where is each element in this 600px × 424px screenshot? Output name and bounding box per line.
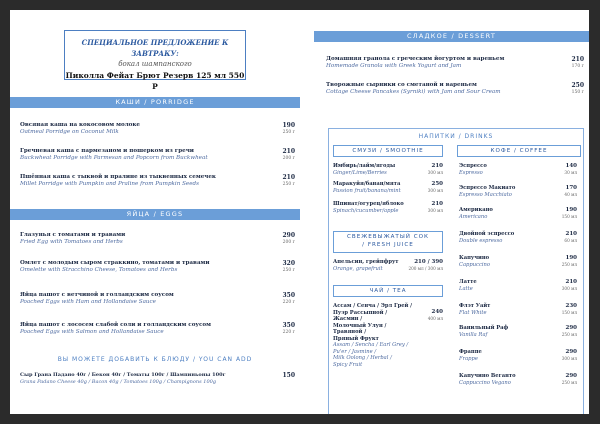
drink-price: 210 300 мл [427, 201, 443, 213]
drink-price: 210 300 мл [561, 279, 577, 291]
drinks-header: НАПИТКИ / DRINKS [418, 133, 494, 140]
menu-item: Домашняя гранола с греческим йогуртом и вареньем Homemade Granola with Greek Yogurt and Jam [326, 56, 505, 69]
porridge-header: КАШИ / PORRIDGE [10, 97, 300, 108]
coffee-header: КОФЕ / COFFEE [457, 145, 581, 157]
addons-header: ВЫ МОЖЕТЕ ДОБАВИТЬ К БЛЮДУ / YOU CAN ADD [57, 356, 253, 363]
drink-price: 210 60 мл [564, 231, 577, 243]
item-price: 210 250 г [282, 174, 295, 187]
promo-box [64, 30, 246, 91]
drink-item: Флэт Уайт Flat White [459, 303, 491, 316]
drink-price: 210 300 мл [427, 163, 443, 175]
drink-price: 190 150 мл [561, 207, 577, 219]
drink-item: Ванильный Раф Vanilla Raf [459, 325, 509, 338]
tea-list: Ассам / Сенча / Эрл Грей / Пуэр Рассыпной / Жасмин / Молочный Улун / Травяной / Пряный Фрукт Assam / Sencha / Earl Grey / Pu'er / Jasmine / Milk Oolong / Herbal / Spicy Fruit [333, 303, 413, 368]
item-price: 210 170 г [571, 56, 584, 69]
drink-item: Капучино Веганто Cappuccino Vegano [459, 373, 516, 386]
drink-price: 210 / 390 200 мл / 300 мл [408, 259, 443, 271]
drink-price: 290 300 мл [561, 349, 577, 361]
drink-price: 250 300 мл [427, 181, 443, 193]
drink-item: Эспрессо Espresso [459, 163, 487, 176]
menu-item: Яйца пашот с ветчиной и голландским соусом Poached Eggs with Ham and Hollandaise Sauce [20, 292, 174, 305]
drink-item: Латте Latte [459, 279, 477, 292]
addons-price: 150 [282, 372, 295, 379]
item-price: 290 200 г [282, 232, 295, 245]
item-price: 210 200 г [282, 148, 295, 161]
drink-price: 290 250 мл [561, 325, 577, 337]
menu-page [10, 10, 589, 414]
addons-item: Сыр Грана Падано 40г / Бекон 40г / Томаты 100г / Шампиньоны 100г Grana Padano Cheese 40g / Bacon 40g / Tomatoes 100g / Champignons 100g [20, 372, 226, 385]
menu-item: Омлет с молодым сыром страккино, томатами и травами Omelette with Stracchino Cheese, Tomatoes and Herbs [20, 260, 210, 273]
drink-price: 140 30 мл [564, 163, 577, 175]
item-price: 190 250 г [282, 122, 295, 135]
promo-offer: Пиколла Фейат Брют Резерв 125 мл 550 Р [65, 71, 245, 91]
menu-item: Овсяная каша на кокосовом молоке Oatmeal Porridge on Coconut Milk [20, 122, 140, 135]
juice-header: СВЕЖЕВЫЖАТЫЙ СОК / FRESH JUICE [333, 231, 443, 253]
drink-item: Имбирь/лайм/ягоды Ginger/Lime/Berries [333, 163, 396, 176]
drink-item: Апельсин, грейпфрут Orange, grapefruit [333, 259, 399, 272]
item-price: 350 220 г [282, 322, 295, 335]
tea-price: 240 400 мл [427, 309, 443, 321]
drink-item: Шпинат/огурец/яблоко Spinach/cucumber/apple [333, 201, 404, 214]
drink-item: Эспрессо Макиато Espresso Macchiato [459, 185, 516, 198]
drink-price: 290 250 мл [561, 373, 577, 385]
drinks-frame [328, 128, 584, 414]
drink-price: 230 150 мл [561, 303, 577, 315]
drink-item: Капучино Cappuccino [459, 255, 490, 268]
menu-item: Яйца пашот с лососем слабой соли и голландским соусом Poached Eggs with Salmon and Hollandaise Sauce [20, 322, 212, 335]
drink-item: Американо Americano [459, 207, 493, 220]
menu-item: Глазунья с томатами и травами Fried Egg with Tomatoes and Herbs [20, 232, 126, 245]
item-price: 320 250 г [282, 260, 295, 273]
smoothie-header: СМУЗИ / SMOOTHIE [333, 145, 443, 157]
promo-title: СПЕЦИАЛЬНОЕ ПРЕДЛОЖЕНИЕ К ЗАВТРАКУ: [81, 38, 229, 58]
item-price: 250 150 г [571, 82, 584, 95]
item-price: 350 220 г [282, 292, 295, 305]
menu-item: Творожные сырники со сметаной и вареньем Cottage Cheese Pancakes (Syrniki) with Jam and Sour Cream [326, 82, 501, 95]
drink-price: 190 250 мл [561, 255, 577, 267]
drink-item: Маракуйя/банан/мята Passion fruit/banana/mint [333, 181, 401, 194]
menu-item: Пшённая каша с тыквой и пралине из тыквенных семечек Millet Porridge with Pumpkin and Praline from Pumpkin Seeds [20, 174, 216, 187]
drink-item: Двойной эспрессо Double espresso [459, 231, 515, 244]
drink-price: 170 40 мл [564, 185, 577, 197]
eggs-header: ЯЙЦА / EGGS [10, 209, 300, 220]
drink-item: Фраппе Frappe [459, 349, 482, 362]
dessert-header: СЛАДКОЕ / DESSERT [314, 31, 589, 42]
promo-subtitle: бокал шампанского [118, 60, 192, 68]
menu-item: Гречневая каша с пармезаном и пошерком из гречи Buckwheat Porridge with Parmesan and Popcorn from Buckwheat [20, 148, 208, 161]
tea-header: ЧАЙ / TEA [333, 285, 443, 297]
